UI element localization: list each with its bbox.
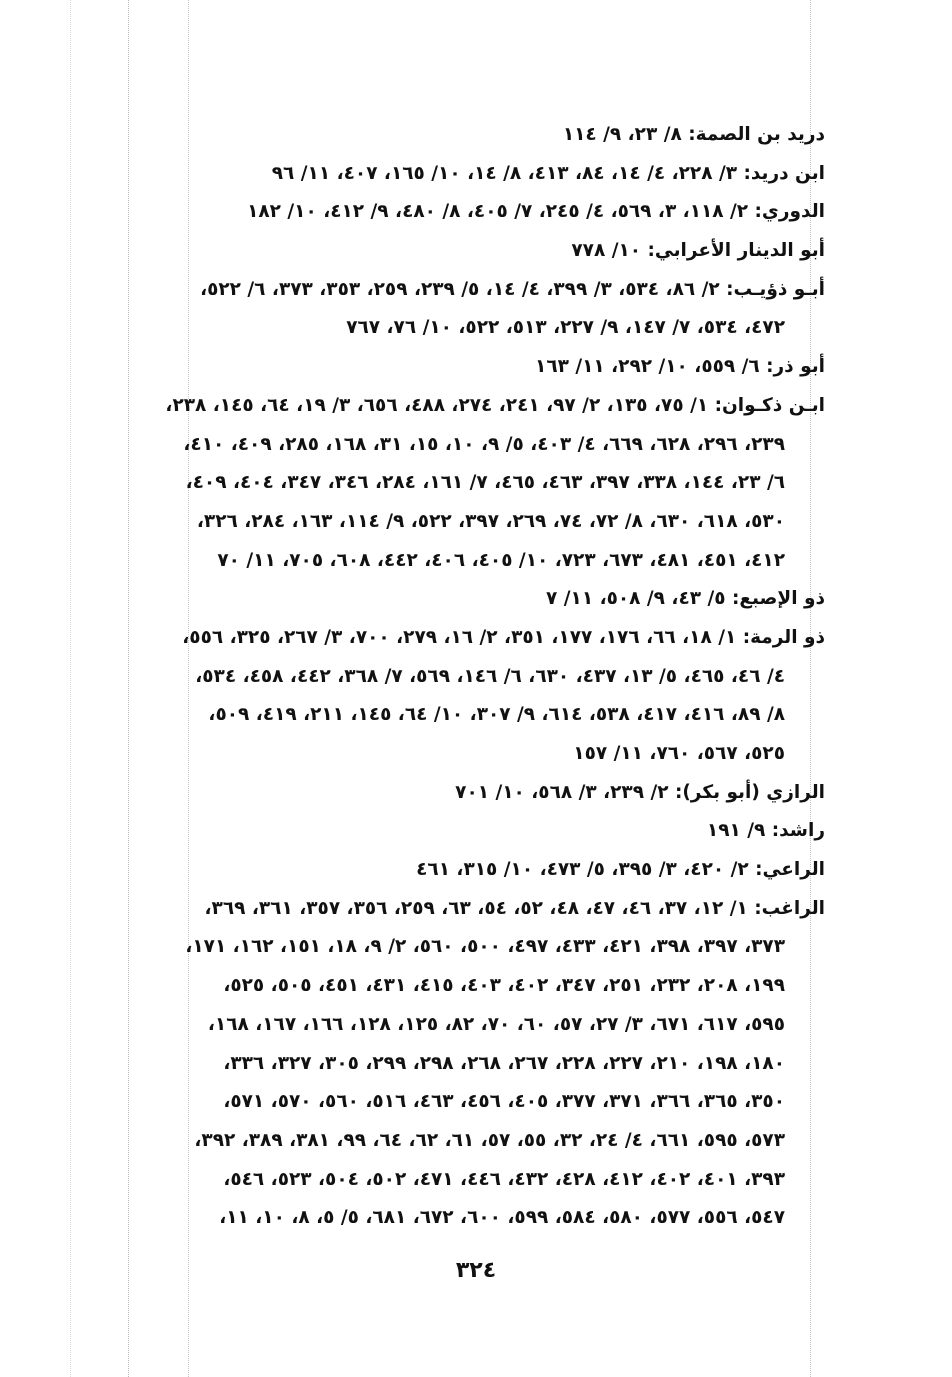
index-entry-line: دريد بن الصمة: ٨/ ٢٣، ٩/ ١١٤ [562, 124, 825, 145]
index-continuation-line: ٣٧٣، ٣٩٧، ٣٩٨، ٤٢١، ٤٣٣، ٤٩٧، ٥٠٠، ٥٦٠، ٢/ ٩، ١٨، ١٥١، ١٦٢، ١٧١، [185, 936, 785, 958]
index-entry-line: أبـو ذؤيـب: ٢/ ٨٦، ٥٣٤، ٣/ ٣٩٩، ٤/ ١٤، ٥/ ٢٣٩، ٢٥٩، ٣٥٣، ٣٧٣، ٦/ ٥٢٢، [200, 278, 825, 300]
index-entry-line: ابـن ذكـوان: ١/ ٧٥، ١٣٥، ٢/ ٩٧، ٢٤١، ٢٧٤، ٤٨٨، ٦٥٦، ٣/ ١٩، ٦٤، ١٤٥، ٢٣٨، [165, 394, 825, 416]
index-entry-line: ذو الإصبع: ٥/ ٤٣، ٩/ ٥٠٨، ١١/ ٧ [546, 588, 825, 610]
index-entry-line: ذو الرمة: ١/ ١٨، ٦٦، ١٧٦، ١٧٧، ٣٥١، ٢/ ١٦، ٢٧٩، ٧٠٠، ٣/ ٢٦٧، ٣٢٥، ٥٥٦، [182, 626, 825, 648]
index-entry-line: الراغب: ١/ ١٢، ٣٧، ٤٦، ٤٧، ٤٨، ٥٢، ٥٤، ٦٣، ٢٥٩، ٣٥٦، ٣٥٧، ٣٦١، ٣٦٩، [204, 897, 825, 919]
index-entry-line: راشد: ٩/ ١٩١ [706, 820, 825, 842]
page-number: ٣٢٤ [455, 1258, 497, 1283]
index-entry-line: الرازي (أبو بكر): ٢/ ٢٣٩، ٣/ ٥٦٨، ١٠/ ٧٠١ [455, 781, 825, 803]
index-continuation-line: ٣٥٠، ٣٦٥، ٣٦٦، ٣٧١، ٣٧٧، ٤٠٥، ٤٥٦، ٤٦٣، ٥١٦، ٥٦٠، ٥٧٠، ٥٧١، [223, 1091, 785, 1113]
index-entry-line: أبو الدينار الأعرابي: ١٠/ ٧٧٨ [571, 240, 825, 262]
index-continuation-line: ٤/ ٤٦، ٤٦٥، ٥/ ١٣، ٤٣٧، ٦٣٠، ٦/ ١٤٦، ٥٦٩، ٧/ ٣٦٨، ٤٤٢، ٤٥٨، ٥٣٤، [195, 665, 785, 687]
index-continuation-line: ٤١٢، ٤٥١، ٤٨١، ٦٧٣، ٧٢٣، ١٠/ ٤٠٥، ٤٠٦، ٤٤٢، ٦٠٨، ٧٠٥، ١١/ ٧٠ [217, 549, 785, 571]
index-continuation-line: ١٩٩، ٢٠٨، ٢٣٢، ٢٥١، ٣٤٧، ٤٠٢، ٤٠٣، ٤١٥، ٤٣١، ٤٥١، ٥٠٥، ٥٢٥، [223, 975, 785, 997]
index-continuation-line: ٢٣٩، ٢٩٦، ٦٢٨، ٦٦٩، ٤/ ٤٠٣، ٥/ ٩، ١٠، ١٥، ٣١، ١٦٨، ٢٨٥، ٤٠٩، ٤١٠، [183, 433, 785, 455]
index-entry-line: ابن دريد: ٣/ ٢٢٨، ٤/ ١٤، ٨٤، ٤١٣، ٨/ ١٤، ١٠/ ١٦٥، ٤٠٧، ١١/ ٩٦ [271, 162, 825, 184]
index-entries [65, 116, 825, 1238]
index-continuation-line: ٥٤٧، ٥٥٦، ٥٧٧، ٥٨٠، ٥٨٤، ٥٩٩، ٦٠٠، ٦٧٢، ٦٨١، ٥/ ٥، ٨، ١٠، ١١، [219, 1207, 785, 1229]
index-entry-line: الدوري: ٢/ ١١٨، ٣، ٥٦٩، ٤/ ٢٤٥، ٧/ ٤٠٥، ٨/ ٤٨٠، ٩/ ٤١٢، ١٠/ ١٨٢ [247, 201, 825, 223]
index-continuation-line: ٦/ ٢٣، ١٤٤، ٣٣٨، ٣٩٧، ٤٦٣، ٤٦٥، ٧/ ١٦١، ٢٨٤، ٣٤٦، ٣٤٧، ٤٠٤، ٤٠٩، [185, 472, 785, 494]
index-entry-line: أبو ذر: ٦/ ٥٥٩، ١٠/ ٢٩٢، ١١/ ١٦٣ [535, 356, 825, 378]
index-continuation-line: ٥٣٠، ٦١٨، ٦٣٠، ٨/ ٧٢، ٧٤، ٢٦٩، ٣٩٧، ٥٢٢، ٩/ ١١٤، ١٦٣، ٢٨٤، ٣٢٦، [196, 510, 785, 532]
index-entry-line: الراعي: ٢/ ٤٢٠، ٣/ ٣٩٥، ٥/ ٤٧٣، ١٠/ ٣١٥، ٤٦١ [416, 859, 825, 881]
index-continuation-line: ٥٧٣، ٥٩٥، ٦٦١، ٤/ ٢٤، ٣٢، ٥٥، ٥٧، ٦١، ٦٢، ٦٤، ٩٩، ٣٨١، ٣٨٩، ٣٩٢، [194, 1129, 785, 1151]
index-continuation-line: ٤٧٢، ٥٣٤، ٧/ ١٤٧، ٩/ ٢٢٧، ٥١٣، ٥٢٢، ١٠/ ٧٦، ٧٦٧ [346, 317, 785, 339]
index-continuation-line: ٥٢٥، ٥٦٧، ٧٦٠، ١١/ ١٥٧ [573, 743, 785, 764]
index-continuation-line: ١٨٠، ١٩٨، ٢١٠، ٢٢٧، ٢٢٨، ٢٦٧، ٢٦٨، ٢٩٨، ٢٩٩، ٣٠٥، ٣٢٧، ٣٣٦، [223, 1052, 785, 1074]
index-continuation-line: ٣٩٣، ٤٠١، ٤٠٢، ٤١٢، ٤٢٨، ٤٣٢، ٤٤٦، ٤٧١، ٥٠٢، ٥٠٤، ٥٢٣، ٥٤٦، [223, 1168, 785, 1190]
index-continuation-line: ٨/ ٨٩، ٤١٦، ٤١٧، ٥٣٨، ٦١٤، ٩/ ٣٠٧، ١٠/ ٦٤، ١٤٥، ٢١١، ٤١٩، ٥٠٩، [208, 704, 785, 726]
index-continuation-line: ٥٩٥، ٦١٧، ٦٧١، ٣/ ٢٧، ٥٧، ٦٠، ٧٠، ٨٢، ١٢٥، ١٢٨، ١٦٦، ١٦٧، ١٦٨، [207, 1013, 785, 1035]
